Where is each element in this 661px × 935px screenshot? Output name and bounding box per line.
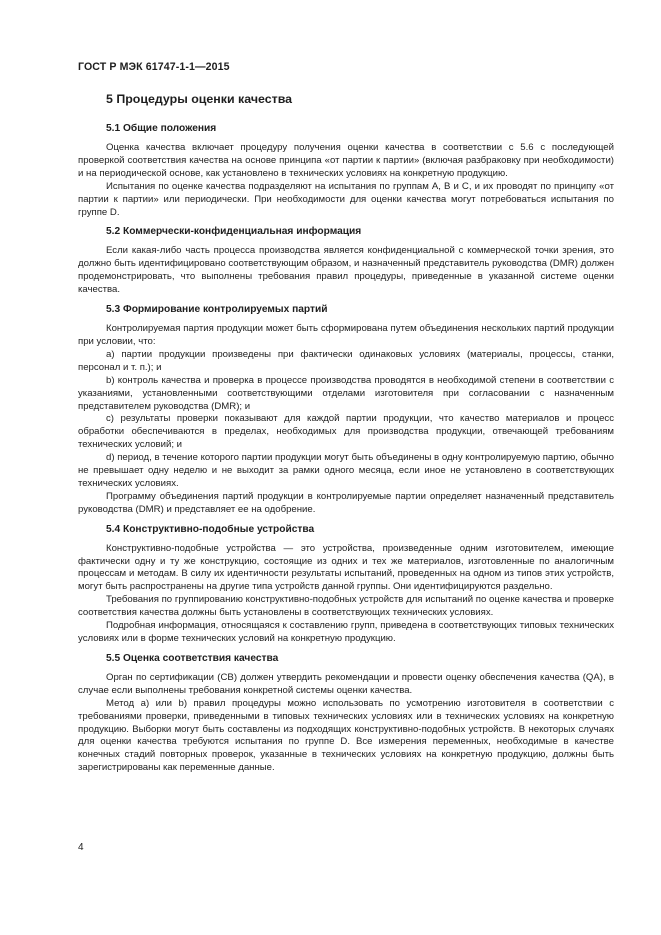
paragraph: Метод а) или b) правил процедуры можно использовать по усмотрению изготовителя в соответствии с требованиями проверки, приведенными в типовых технических условиях или в технических условиях на конкретную продукцию. Выборки могут быть составлены из подходящих конструктивно-подобных устройств. В некоторых случаях для оценки качества требуются испытания по группе D. Все измерения переменных, необходимые в качестве конечных стадий повторных проверок, указанные в технических условиях на конкретную продукцию, должны быть зарегистрированы как переменные данные.	[78, 697, 614, 774]
list-item: c) результаты проверки показывают для каждой партии продукции, что качество материалов и процесс обработки обеспечиваются в пределах, необходимых для производства продукции, отвечающей требованиям технических условий; и	[78, 413, 614, 451]
paragraph: Если какая-либо часть процесса производства является конфиденциальной с коммерческой точки зрения, это должно быть идентифицировано соответствующим образом, и назначенный представитель руководства (DMR) должен продемонстрировать, что выполнены требования правил процедуры, приведенные в указанной системе оценки качества.	[78, 245, 614, 296]
subsection-5-4	[78, 523, 614, 646]
document-body	[78, 91, 614, 775]
document-header: ГОСТ Р МЭК 61747-1-1—2015	[78, 61, 230, 73]
subsection-title: 5.2 Коммерчески-конфиденциальная информация	[106, 226, 362, 238]
paragraph: Орган по сертификации (CB) должен утвердить рекомендации и провести оценку обеспечения качества (QA), в случае если выполнены требования конкретной системы оценки качества.	[78, 671, 614, 696]
paragraph: Контролируемая партия продукции может быть сформирована путем объединения нескольких партий продукции при условии, что:	[78, 323, 614, 347]
section-title: 5 Процедуры оценки качества	[106, 92, 293, 106]
subsection-5-1	[78, 122, 614, 219]
subsection-5-2	[78, 225, 614, 297]
paragraph: Подробная информация, относящаяся к составлению групп, приведена в соответствующих типовых технических условиях или в форме технических условий на конкретную продукцию.	[78, 620, 614, 644]
paragraph: Оценка качества включает процедуру получения оценки качества в соответствии с 5.6 с последующей проверкой соответствия качества на основе принципа «от партии к партии» (включая разбраковку при необходимости) и на периодической основе, как установлено в технических условиях на конкретную продукцию.	[78, 142, 614, 179]
subsection-title: 5.1 Общие положения	[106, 123, 217, 134]
subsection-5-3	[78, 303, 614, 517]
subsection-5-5	[78, 652, 614, 775]
paragraph: Требования по группированию конструктивно-подобных устройств для испытаний по оценке качества и проверке соответствия качества должны быть установлены в соответствующих технических условиях.	[78, 594, 614, 619]
paragraph: Испытания по оценке качества подразделяют на испытания по группам А, В и С, и их проводят по принципу «от партии к партии» или периодически. При необходимости для оценки качества могут потребоваться испытания по группе D.	[78, 180, 614, 218]
paragraph: Программу объединения партий продукции в контролируемые партии определяет назначенный представитель руководства (DMR) и представляет ее на одобрение.	[78, 490, 614, 515]
paragraph: Конструктивно-подобные устройства — это устройства, произведенные одним изготовителем, имеющие фактически одну и ту же конструкцию, состоящие из одних и тех же материалов, изготовленные по аналогичным процессам и методам. В силу их идентичности результаты испытаний, проведенных на одном из типов этих устройств, могут быть распространены на другие типа устройств данной группы. Они идентифицируются раздельно.	[78, 542, 614, 593]
subsection-title: 5.5 Оценка соответствия качества	[106, 652, 279, 664]
list-item: d) период, в течение которого партии продукции могут быть объединены в одну контролируемую партию, обычно не превышает одну неделю и не выходит за рамки одного месяца, если иное не установлено в соответствующих технических условиях.	[78, 452, 614, 489]
subsection-title: 5.4 Конструктивно-подобные устройства	[106, 523, 315, 535]
list-item: a) партии продукции произведены при фактически одинаковых условиях (материалы, процессы, станки, персонал и т. п.); и	[78, 348, 614, 373]
page-number: 4	[78, 842, 84, 853]
subsection-title: 5.3 Формирование контролируемых партий	[106, 304, 328, 316]
list-item: b) контроль качества и проверка в процессе производства проводятся в необходимой степени в соответствии с указаниями, установленными соответствующими отделами изготовителя при согласовании с назначенным представителем руководства (DMR); и	[78, 374, 614, 412]
